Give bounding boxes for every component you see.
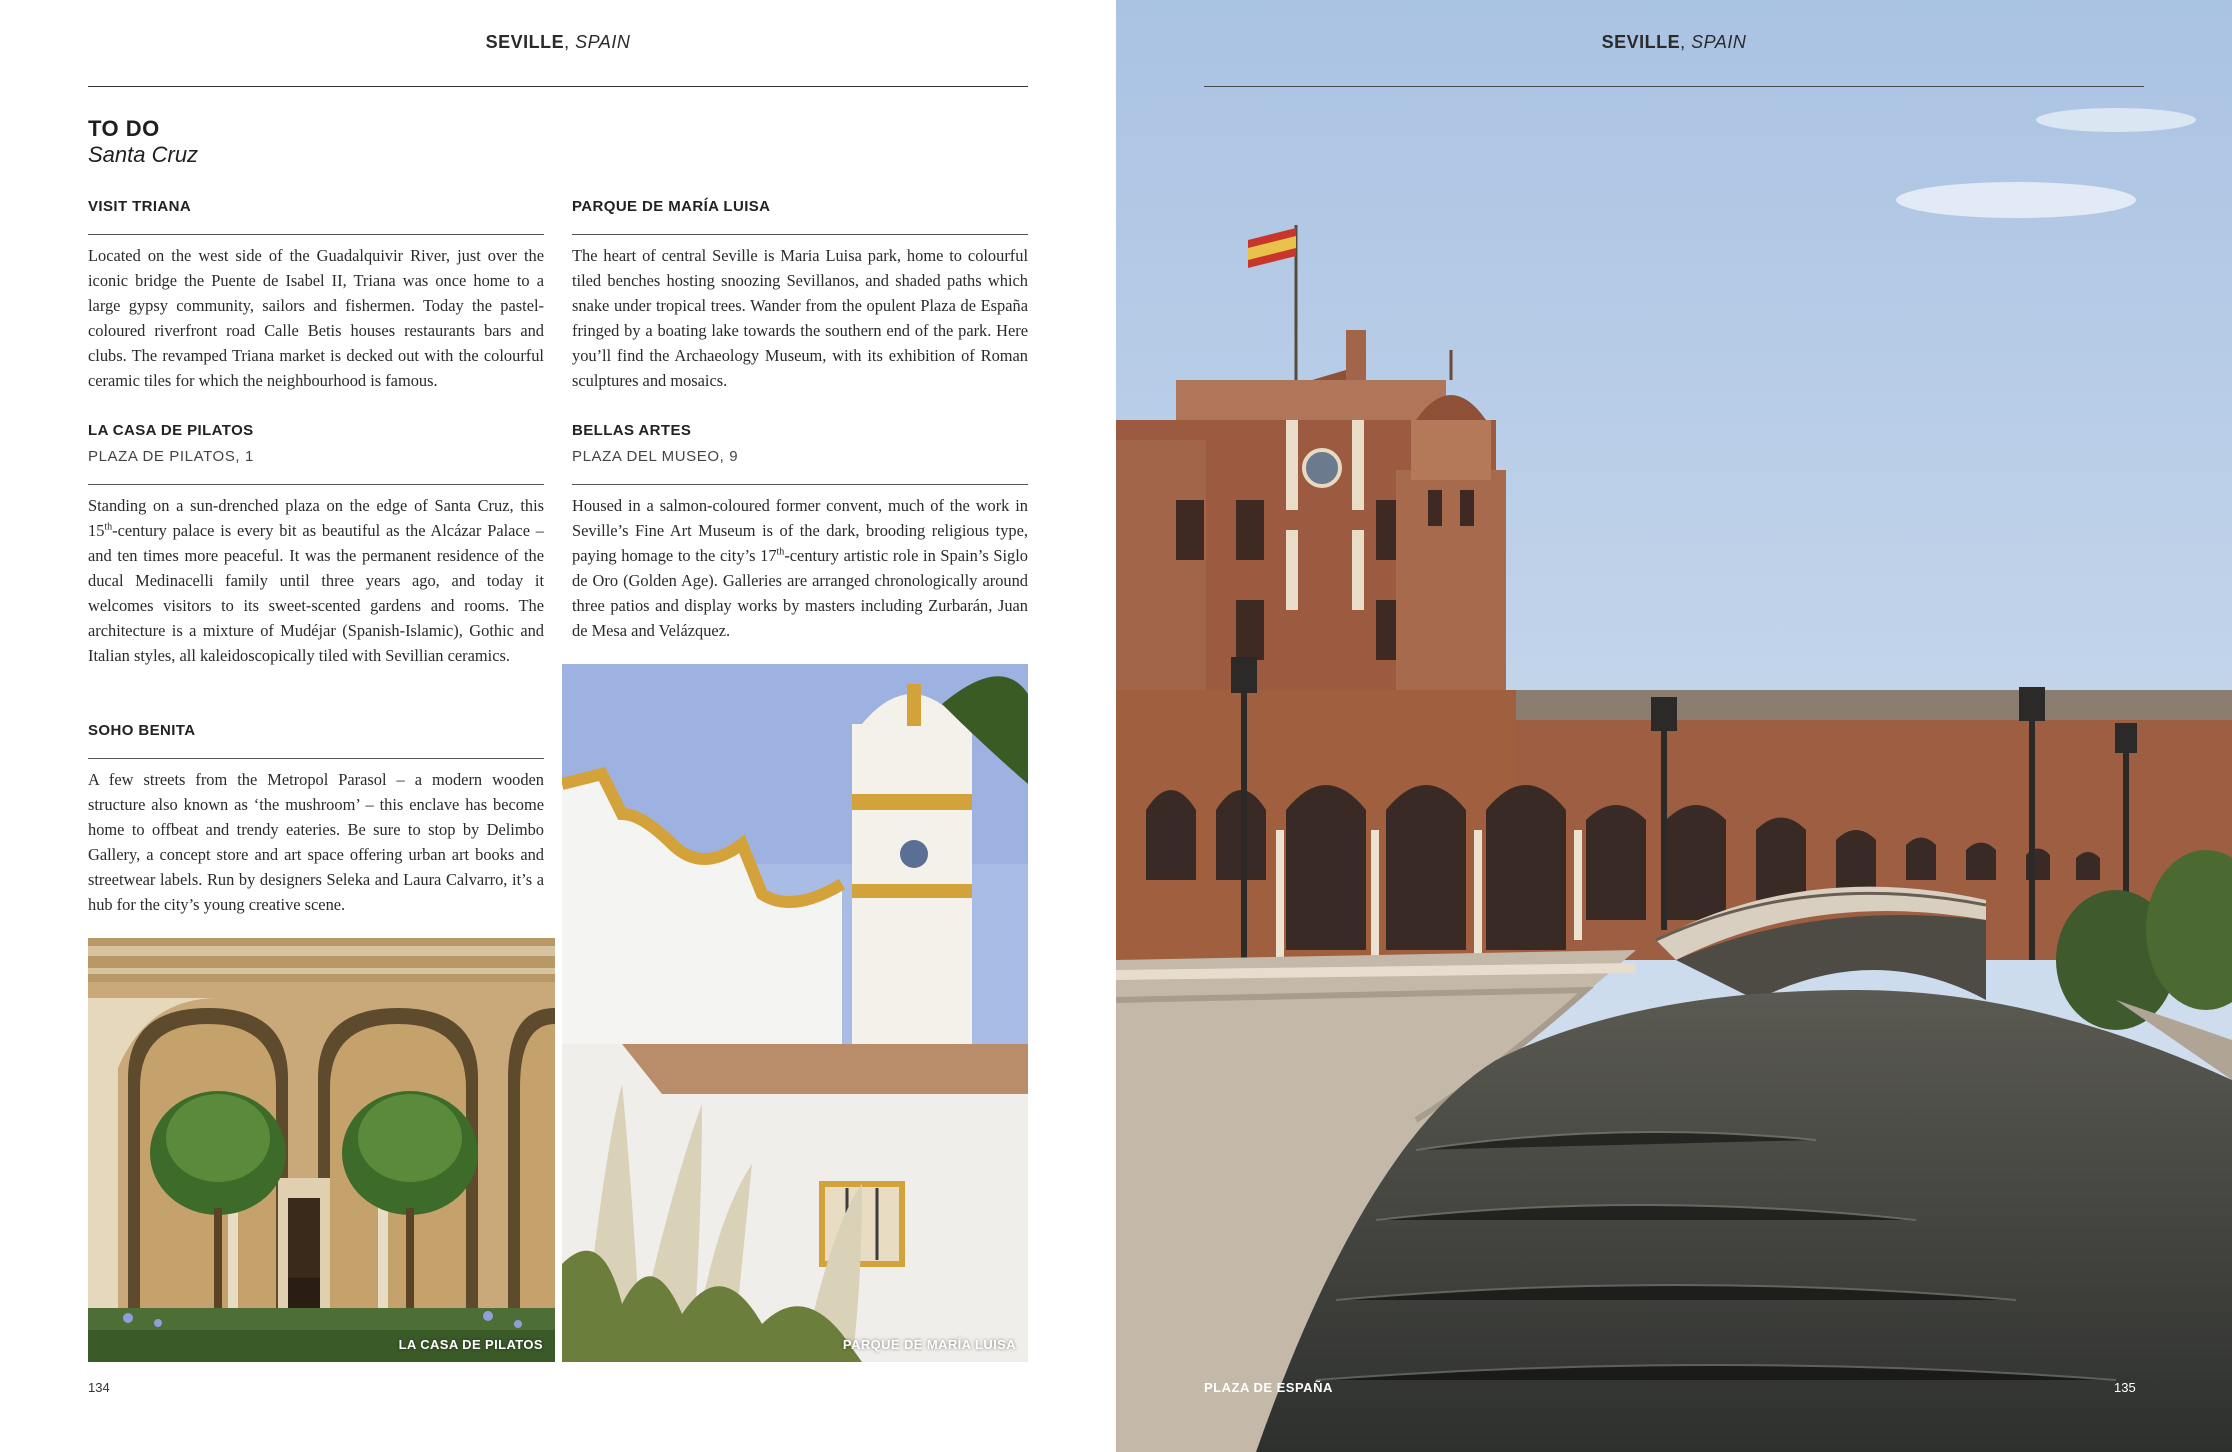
body-text: -century artistic role in Spain’s Siglo de Oro (Golden Age). Galleries are arranged chronologically around three patios and display works by masters including Zurbarán, Juan de Mesa and Velázquez. xyxy=(572,546,1028,640)
entry-rule xyxy=(88,234,544,235)
running-head-country: SPAIN xyxy=(1691,32,1747,52)
running-head-country: SPAIN xyxy=(575,32,631,52)
ordinal-superscript: th xyxy=(776,546,785,558)
left-folio: 134 xyxy=(88,1380,110,1395)
body-text: Housed in a salmon-coloured former convent, much of the work in Seville’s Fine Art Museum is of the dark, brooding religious type, paying homage to the city’s 17 xyxy=(572,496,1028,565)
right-running-head xyxy=(1116,32,2232,53)
photo-caption: LA CASA DE PILATOS xyxy=(398,1337,543,1352)
photo-casa-de-pilatos xyxy=(88,938,555,1362)
entry-name: VISIT TRIANA xyxy=(88,198,192,215)
entry-name: SOHO BENITA xyxy=(88,722,196,739)
ordinal-superscript: th xyxy=(104,521,113,533)
entry-body xyxy=(572,493,1028,643)
entry-soho-benita xyxy=(88,720,544,917)
right-page xyxy=(1116,0,2232,1452)
section-subtitle: Santa Cruz xyxy=(88,142,199,167)
plaza-de-espana-photo xyxy=(1116,0,2232,1452)
right-head-rule xyxy=(1204,86,2144,87)
entry-name: LA CASA DE PILATOS xyxy=(88,422,254,439)
pavilion-illustration xyxy=(562,664,1028,1362)
entry-rule xyxy=(572,484,1028,485)
entry-bellas-artes xyxy=(572,420,1028,643)
entry-name: PARQUE DE MARÍA LUISA xyxy=(572,198,771,215)
left-running-head xyxy=(0,32,1116,53)
right-folio: 135 xyxy=(2114,1380,2136,1395)
running-head-separator: , xyxy=(1680,32,1692,52)
photo-parque-maria-luisa xyxy=(562,664,1028,1362)
running-head-city: SEVILLE xyxy=(485,32,565,52)
left-head-rule xyxy=(88,86,1028,87)
running-head-separator: , xyxy=(564,32,576,52)
entry-address: PLAZA DEL MUSEO, 9 xyxy=(572,448,739,465)
section-title: TO DO xyxy=(88,116,160,141)
body-text: Standing on a sun-drenched plaza on the edge of Santa Cruz, this 15 xyxy=(88,496,544,540)
entry-body: The heart of central Seville is Maria Luisa park, home to colourful tiled benches hosting snoozing Sevillanos, and shaded paths which snake under tropical trees. Wander from the opulent Plaza de España fringed by a boating lake towards the southern end of the park. Here you’ll find the Archaeology Museum, with its exhibition of Roman sculptures and mosaics. xyxy=(572,246,1028,390)
entry-body: Located on the west side of the Guadalquivir River, just over the iconic bridge the Puente de Isabel II, Triana was once home to a large gypsy community, sailors and fishermen. Today the pastel-coloured riverfront road Calle Betis houses restaurants bars and clubs. The revamped Triana market is decked out with the colourful ceramic tiles for which the neighbourhood is famous. xyxy=(88,246,544,390)
photo-caption: PARQUE DE MARÍA LUISA xyxy=(842,1337,1016,1352)
entry-rule xyxy=(572,234,1028,235)
courtyard-illustration xyxy=(88,938,555,1362)
entry-name: BELLAS ARTES xyxy=(572,422,692,439)
entry-visit-triana xyxy=(88,196,544,393)
entry-casa-de-pilatos xyxy=(88,420,544,668)
entry-rule xyxy=(88,484,544,485)
entry-rule xyxy=(88,758,544,759)
entry-parque-maria-luisa xyxy=(572,196,1028,393)
entry-address: PLAZA DE PILATOS, 1 xyxy=(88,448,254,465)
photo-caption: PLAZA DE ESPAÑA xyxy=(1204,1380,1333,1395)
entry-body: A few streets from the Metropol Parasol – a modern wooden structure also known as ‘the mushroom’ – this enclave has become home to offbeat and trendy eateries. Be sure to stop by Delimbo Gallery, a concept store and art space offering urban art books and streetwear labels. Run by designers Seleka and Laura Calvarro, it’s a hub for the city’s young creative scene. xyxy=(88,770,544,914)
entry-body xyxy=(88,493,544,668)
running-head-city: SEVILLE xyxy=(1601,32,1681,52)
body-text: -century palace is every bit as beautiful as the Alcázar Palace – and ten times more peaceful. It was the permanent residence of the ducal Medinacelli family until three years ago, and today it welcomes visitors to its sweet-scented gardens and rooms. The architecture is a mixture of Mudéjar (Spanish-Islamic), Gothic and Italian styles, all kaleidoscopically tiled with Sevillian ceramics. xyxy=(88,521,544,665)
